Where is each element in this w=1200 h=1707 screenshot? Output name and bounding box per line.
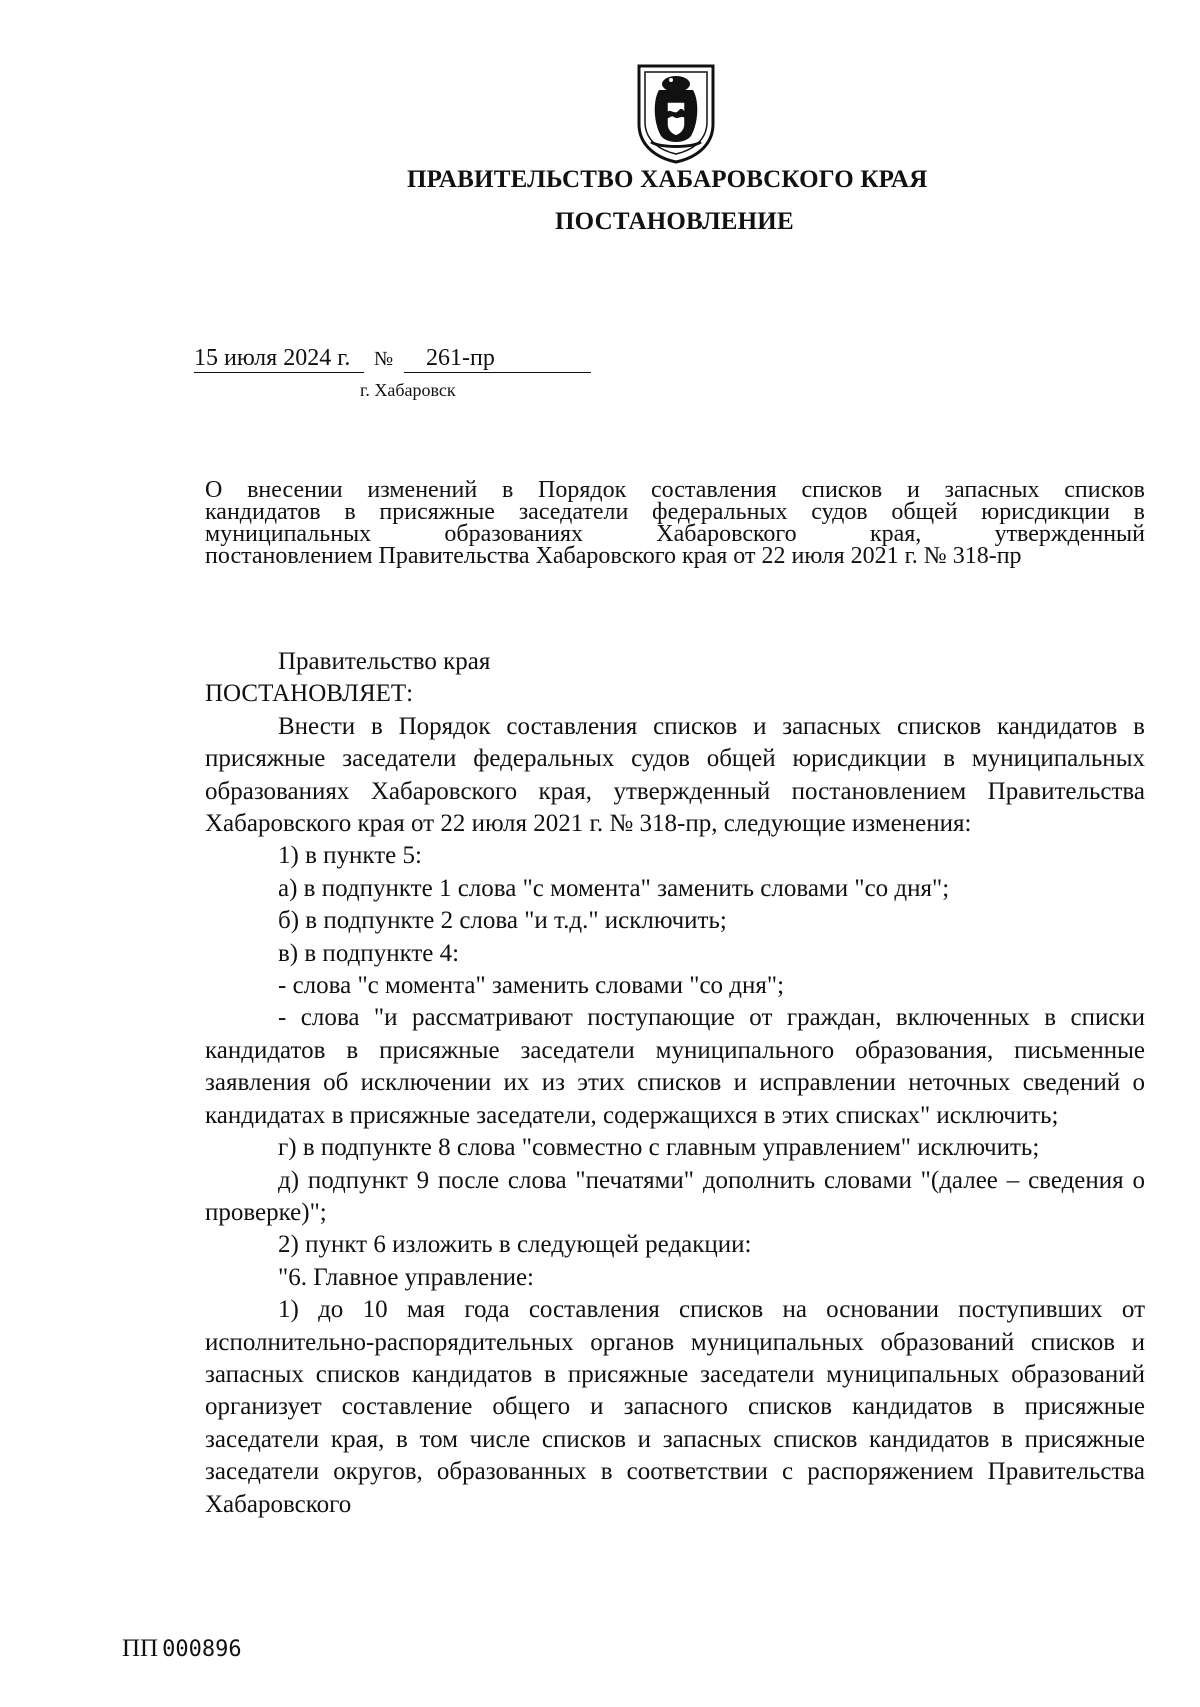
body-paragraph: 1) в пункте 5: [278,842,422,870]
issuer-line: Правительство края [278,648,491,675]
coat-of-arms-icon [631,62,721,164]
body-paragraph: 2) пункт 6 изложить в следующей редакции: [278,1231,752,1259]
registration-row [194,345,591,373]
form-number: 000896 [162,1637,242,1662]
decree-line: ПОСТАНОВЛЯЕТ: [205,680,414,708]
subject-line: О внесении изменений в Порядок составления списков и запасных списков [205,477,1145,503]
body-paragraph: - слова "с момента" заменить словами "со дня"; [278,972,785,1000]
document-body [205,646,1145,1521]
organization-name: ПРАВИТЕЛЬСТВО ХАБАРОВСКОГО КРАЯ [407,166,928,193]
body-paragraph: Внести в Порядок составления списков и запасных списков кандидатов в присяжные заседатели федеральных судов общей юрисдикции в муниципальных образованиях Хабаровского края, утвержденный постановлением Правительства Хабаровского края от 22 июля 2021 г. № 318-пр, следующие изменения: [205,712,1145,838]
body-paragraph: д) подпункт 9 после слова "печатями" дополнить словами "(далее – сведения о проверке)"; [205,1166,1145,1226]
body-paragraph: "6. Главное управление: [278,1263,535,1291]
body-paragraph: б) в подпункте 2 слова "и т.д." исключить; [278,907,727,935]
document-city: г. Хабаровск [360,380,456,400]
number-sign: № [374,348,394,370]
subject-line: постановлением Правительства Хабаровского края от 22 июля 2021 г. № 318-пр [205,543,1022,569]
document-number: 261-пр [404,345,591,373]
subject-line: муниципальных образованиях Хабаровского края, утвержденный [205,521,1145,547]
body-paragraph: г) в подпункте 8 слова "совместно с главным управлением" исключить; [278,1134,1040,1162]
body-paragraph: 1) до 10 мая года составления списков на основании поступивших от исполнительно-распорядительных органов муниципальных образований списков и запасных списков кандидатов в присяжные заседатели муниципальных образований организует составление общего и запасного списков кандидатов в присяжные заседатели края, в том числе списков и запасных списков кандидатов в присяжные заседатели округов, образованных в соответствии с распоряжением Правительства Хабаровского [205,1296,1145,1518]
document-subject [205,479,1145,567]
body-paragraph: - слова "и рассматривают поступающие от граждан, включенных в списки кандидатов в присяжные заседатели муниципального образования, письменные заявления об исключении их из этих списков и исправлении неточных сведений о кандидатах в присяжные заседатели, содержащихся в этих списках" исключить; [205,1004,1145,1129]
document-type: ПОСТАНОВЛЕНИЕ [555,208,794,235]
document-date: 15 июля 2024 г. [194,345,364,373]
body-paragraph: а) в подпункте 1 слова "с момента" заменить словами "со дня"; [278,874,950,902]
form-series: ПП [122,1635,159,1662]
body-paragraph: в) в подпункте 4: [278,939,460,967]
subject-line: кандидатов в присяжные заседатели федеральных судов общей юрисдикции в [205,499,1145,525]
form-serial [122,1635,242,1663]
